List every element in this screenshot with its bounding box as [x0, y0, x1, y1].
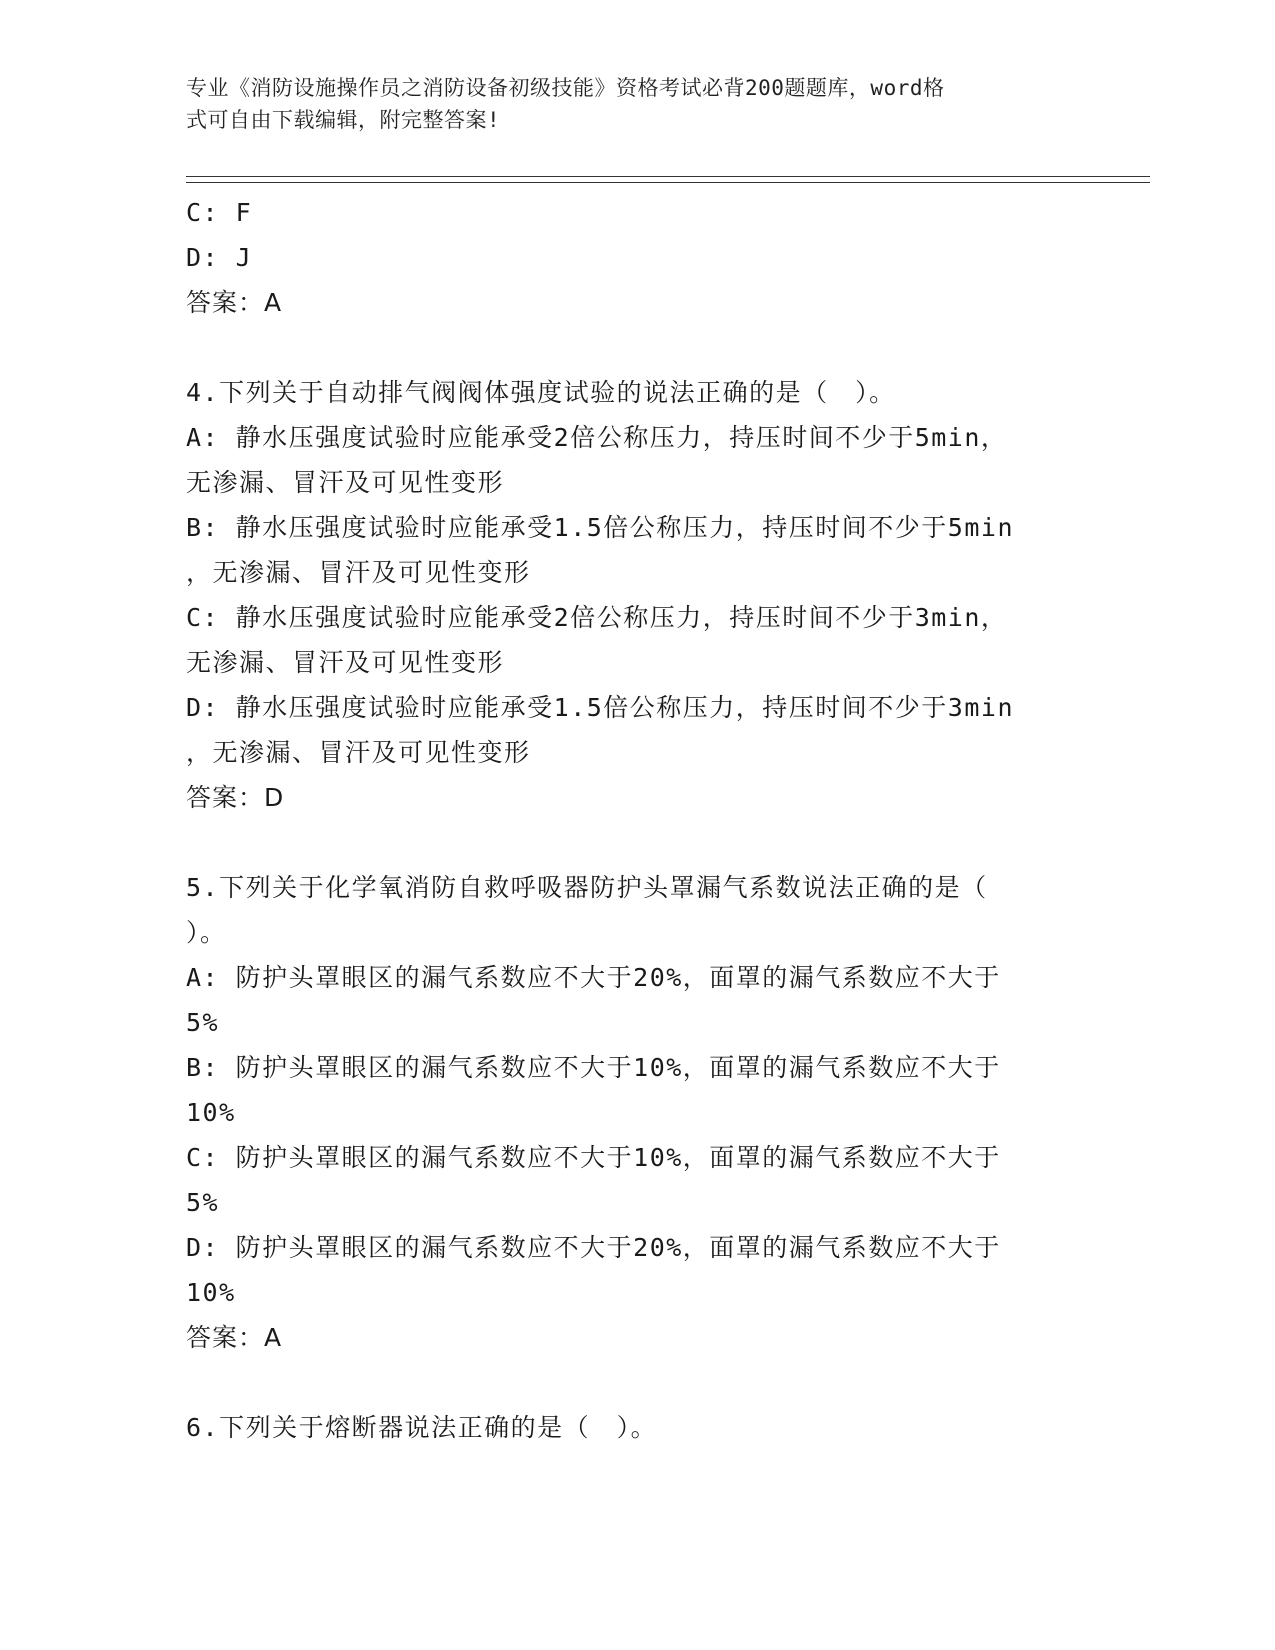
answer-line: 答案：A: [186, 1323, 283, 1352]
header-divider-bottom: [186, 182, 1150, 183]
option-d-continued: ，无渗漏、冒汗及可见性变形: [186, 738, 531, 767]
question-4: [186, 370, 1086, 820]
spacer: [186, 820, 1086, 865]
option-c-continued: 无渗漏、冒汗及可见性变形: [186, 648, 505, 677]
question-stem: 5.下列关于化学氧消防自救呼吸器防护头罩漏气系数说法正确的是（: [186, 873, 988, 902]
answer-line: 答案：D: [186, 783, 285, 812]
answer-line: 答案：A: [186, 288, 283, 317]
option-c: C: 静水压强度试验时应能承受2倍公称压力，持压时间不少于3min，: [186, 603, 1008, 632]
question-5: [186, 865, 1086, 1360]
option-d: D: J: [186, 243, 253, 272]
header-line-2: 式可自由下载编辑，附完整答案!: [186, 108, 501, 132]
question-stem: 4.下列关于自动排气阀阀体强度试验的说法正确的是（ ）。: [186, 378, 896, 407]
option-b: B: 静水压强度试验时应能承受1.5倍公称压力，持压时间不少于5min: [186, 513, 1015, 542]
header-divider-top: [186, 176, 1150, 177]
document-header: [186, 72, 1066, 136]
option-c: C: 防护头罩眼区的漏气系数应不大于10%，面罩的漏气系数应不大于: [186, 1143, 1001, 1172]
option-b-continued: ，无渗漏、冒汗及可见性变形: [186, 558, 531, 587]
option-b-continued: 10%: [186, 1098, 236, 1127]
option-a-continued: 无渗漏、冒汗及可见性变形: [186, 468, 505, 497]
header-line-1: 专业《消防设施操作员之消防设备初级技能》资格考试必背200题题库，word格: [186, 76, 945, 100]
spacer: [186, 1360, 1086, 1405]
question-stem: 6.下列关于熔断器说法正确的是（ ）。: [186, 1413, 658, 1442]
previous-question-tail: [186, 190, 1086, 325]
question-content: [186, 190, 1086, 1450]
option-b: B: 防护头罩眼区的漏气系数应不大于10%，面罩的漏气系数应不大于: [186, 1053, 1001, 1082]
option-a: A: 静水压强度试验时应能承受2倍公称压力，持压时间不少于5min，: [186, 423, 1008, 452]
option-d: D: 静水压强度试验时应能承受1.5倍公称压力，持压时间不少于3min: [186, 693, 1015, 722]
option-a: A: 防护头罩眼区的漏气系数应不大于20%，面罩的漏气系数应不大于: [186, 963, 1001, 992]
option-d: D: 防护头罩眼区的漏气系数应不大于20%，面罩的漏气系数应不大于: [186, 1233, 1001, 1262]
option-a-continued: 5%: [186, 1008, 220, 1037]
option-c: C: F: [186, 198, 253, 227]
question-stem-continued: ）。: [186, 918, 227, 947]
question-6: [186, 1405, 1086, 1450]
option-c-continued: 5%: [186, 1188, 220, 1217]
option-d-continued: 10%: [186, 1278, 236, 1307]
spacer: [186, 325, 1086, 370]
